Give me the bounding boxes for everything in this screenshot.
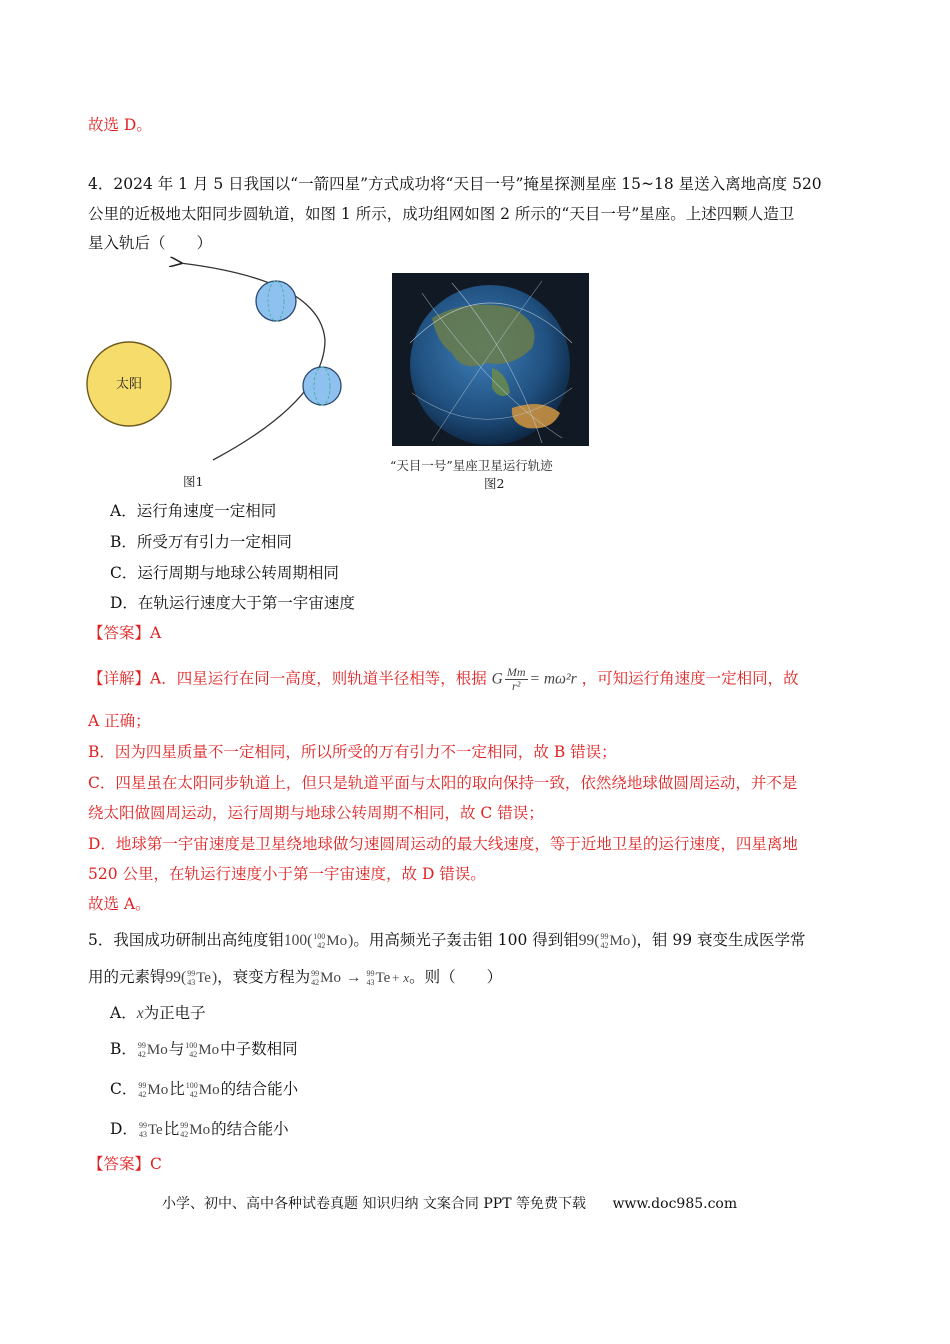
q5-stem-part: ，钼 99 衰变生成医学常 [636, 931, 806, 949]
q4-conclusion: 故选 A。 [88, 895, 151, 913]
q5-option-a: A．x为正电子 [110, 1004, 206, 1022]
q4-detail-c-line1: C．四星虽在太阳同步轨道上，但只是轨道平面与太阳的取向保持一致，依然绕地球做圆周运动，并不是 [88, 774, 798, 792]
isotope-mo99: 99 42 Mo [311, 969, 341, 987]
isotope-mo99: 99 42 Mo [600, 932, 631, 950]
q5-option-c: C． 99 42 Mo 比 100 42 Mo 的结合能小 [110, 1080, 299, 1099]
formula-rhs: = mω²r [529, 670, 577, 688]
q5-stem-part: 。则（ ） [409, 968, 503, 986]
paren: ) [211, 969, 218, 986]
q4-stem-line2: 公里的近极地太阳同步圆轨道，如图 1 所示，成功组网如图 2 所示的“天目一号”星座。上述四颗人造卫 [88, 205, 795, 223]
isotope-tc99: 99 43 Te [366, 969, 391, 987]
q5-answer: 【答案】C [88, 1155, 162, 1173]
q4-detail-d-line2: 520 公里，在轨运行速度小于第一宇宙速度，故 D 错误。 [88, 865, 486, 883]
q4-detail-a-line2: A 正确； [88, 712, 151, 730]
figure-2-caption-label: 图2 [484, 476, 505, 491]
sun-label: 太阳 [115, 377, 143, 392]
q4-stem-line1: 4．2024 年 1 月 5 日我国以“一箭四星”方式成功将“天目一号”掩星探测星座 15~18 星送入离地高度 520 [88, 175, 822, 193]
q4-option-c: C．运行周期与地球公转周期相同 [110, 564, 339, 582]
satellite-earth-lower [303, 367, 341, 405]
q4-detail-a [88, 666, 799, 693]
figure-1-caption: 图1 [183, 474, 204, 489]
q5-stem-part: 5．我国成功研制出高纯度钼 [88, 931, 284, 949]
q5-mo99-mass: 99( [578, 932, 600, 949]
isotope-mo100: 100 42 Mo [313, 932, 348, 950]
footer-url[interactable]: www.doc985.com [612, 1196, 738, 1212]
q5-stem-part: ，衰变方程为 [217, 968, 311, 986]
paren: ) [631, 932, 637, 949]
q4-detail-b: B．因为四星质量不一定相同，所以所受的万有引力不一定相同，故 B 错误； [88, 743, 617, 761]
formula-fraction [505, 666, 528, 693]
q5-tc99-mass: 99( [165, 969, 187, 986]
formula-g: G [491, 670, 503, 688]
orbit-arc [180, 263, 325, 460]
figure-2-caption-title: “天目一号”星座卫星运行轨迹 [390, 458, 553, 473]
q5-mo100-mass: 100( [283, 932, 313, 949]
q5-stem-part: 用的元素锝 [88, 968, 166, 986]
q4-detail-c-line2: 绕太阳做圆周运动，运行周期与地球公转周期不相同，故 C 错误； [88, 804, 544, 822]
figure-2-constellation-image [392, 273, 589, 446]
formula-numerator: Mm [506, 665, 526, 679]
q5-option-d: D． 99 43 Te 比 99 42 Mo 的结合能小 [110, 1120, 289, 1139]
reaction-product-x: + x [391, 970, 410, 985]
q4-detail-a-suffix: ，可知运行角速度一定相同，故 [581, 669, 799, 688]
satellite-earth-upper [256, 281, 296, 321]
q5-option-b: B． 99 42 Mo 与 100 42 Mo 中子数相同 [110, 1040, 298, 1059]
formula-denominator: r² [512, 679, 521, 693]
q4-option-b: B．所受万有引力一定相同 [110, 533, 292, 551]
prev-conclusion: 故选 D。 [88, 116, 152, 134]
q5-stem-line1 [88, 929, 806, 952]
page-footer [162, 1193, 737, 1213]
q5-stem-line2 [88, 966, 502, 989]
figure-1-orbit-diagram [80, 255, 350, 470]
q4-option-a: A．运行角速度一定相同 [110, 502, 277, 520]
isotope-tc99: 99 43 Te [187, 969, 211, 987]
q4-option-d: D．在轨运行速度大于第一宇宙速度 [110, 594, 355, 612]
q4-stem-line3: 星入轨后（ ） [88, 234, 213, 252]
q4-answer: 【答案】A [88, 624, 162, 642]
footer-text: 小学、初中、高中各种试卷真题 知识归纳 文案合同 PPT 等免费下载 [162, 1196, 586, 1212]
q4-detail-d-line1: D．地球第一宇宙速度是卫星绕地球做匀速圆周运动的最大线速度，等于近地卫星的运行速度，四星离地 [88, 835, 798, 853]
q5-stem-part: 。用高频光子轰击钼 100 得到钼 [353, 931, 579, 949]
paren: ) [348, 932, 354, 949]
reaction-arrow: → [346, 969, 362, 986]
q4-detail-a-prefix: 【详解】A．四星运行在同一高度，则轨道半径相等，根据 [88, 669, 487, 688]
